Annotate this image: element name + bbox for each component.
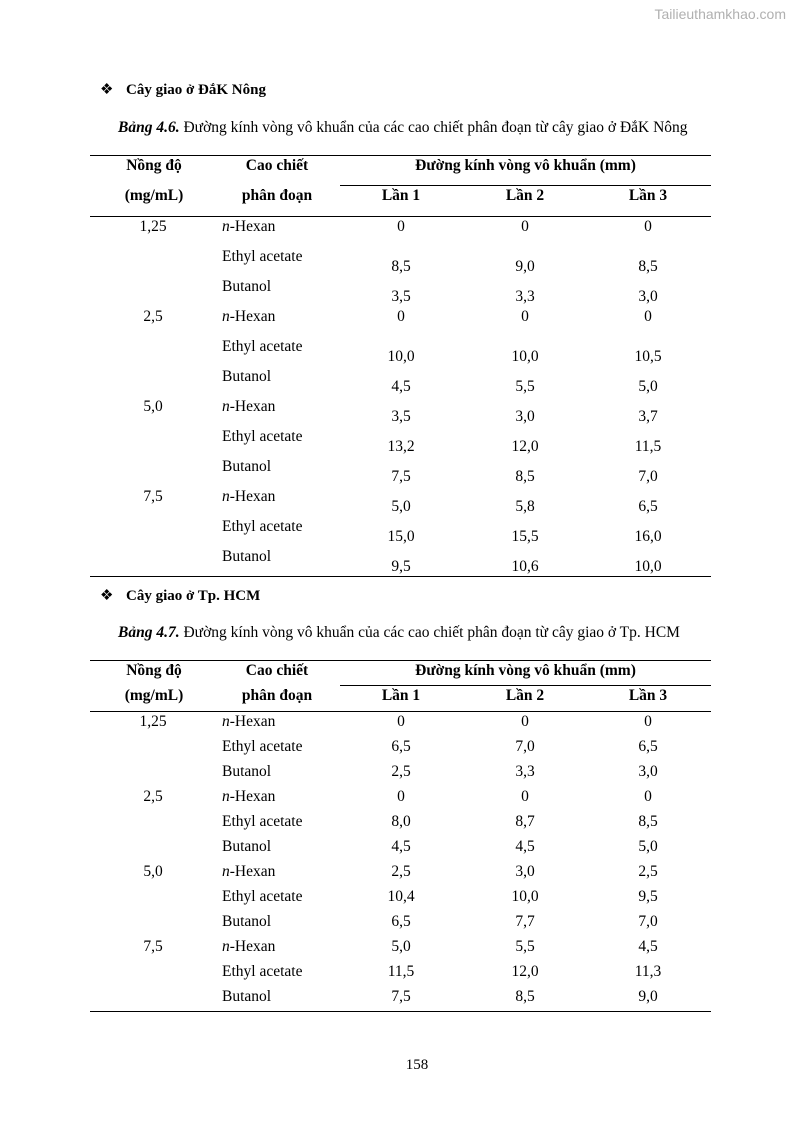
value-rep-3: 9,5 (638, 888, 658, 905)
fraction-prefix: n (222, 938, 230, 955)
header-rep-1: Lần 1 (381, 187, 421, 204)
fraction-cell (222, 788, 275, 806)
value-rep-2: 5,8 (515, 498, 535, 515)
value-rep-2: 12,0 (511, 963, 539, 980)
diamond-bullet-icon: ❖ (100, 588, 114, 604)
header-fraction-2: phân đoạn (241, 187, 313, 204)
value-rep-2: 5,5 (515, 938, 535, 955)
value-rep-1: 4,5 (391, 838, 411, 855)
value-rep-1: 2,5 (391, 763, 411, 780)
fraction-cell: Butanol (222, 988, 272, 1005)
value-rep-3: 0 (644, 788, 652, 805)
fraction-prefix: n (222, 398, 230, 415)
fraction-cell: Butanol (222, 548, 272, 565)
table-header-rule (90, 216, 711, 217)
fraction-prefix: n (222, 713, 230, 730)
table-caption-4-6: Bảng 4.6. Đường kính vòng vô khuẩn của các cao chiết phân đoạn từ cây giao ở ĐắK Nông (118, 119, 688, 136)
value-rep-3: 7,0 (638, 913, 658, 930)
fraction-label: -Hexan (229, 308, 276, 325)
value-rep-3: 10,5 (634, 348, 662, 365)
page-number: 158 (405, 1057, 429, 1073)
value-rep-2: 0 (521, 308, 529, 325)
value-rep-3: 3,0 (638, 763, 658, 780)
concentration-cell: 1,25 (139, 218, 167, 235)
value-rep-2: 9,0 (515, 258, 535, 275)
header-concentration: Nồng độ (126, 157, 182, 174)
value-rep-1: 11,5 (387, 963, 415, 980)
value-rep-3: 3,0 (638, 288, 658, 305)
concentration-cell: 7,5 (143, 488, 163, 505)
table-mid-rule (340, 185, 711, 186)
fraction-cell: Ethyl acetate (222, 888, 303, 905)
value-rep-1: 6,5 (391, 738, 411, 755)
value-rep-1: 3,5 (391, 288, 411, 305)
fraction-cell: Ethyl acetate (222, 813, 303, 830)
fraction-cell: Butanol (222, 368, 272, 385)
fraction-label: -Hexan (229, 218, 276, 235)
fraction-label: -Hexan (229, 398, 276, 415)
fraction-cell (222, 218, 275, 236)
value-rep-3: 7,0 (638, 468, 658, 485)
table-bottom-rule (90, 1011, 711, 1012)
value-rep-3: 5,0 (638, 378, 658, 395)
value-rep-2: 0 (521, 218, 529, 235)
value-rep-1: 5,0 (391, 498, 411, 515)
value-rep-1: 10,0 (387, 348, 415, 365)
value-rep-2: 12,0 (511, 438, 539, 455)
value-rep-3: 0 (644, 713, 652, 730)
header-rep-2: Lần 2 (505, 187, 545, 204)
value-rep-2: 8,7 (515, 813, 535, 830)
header-fraction-2: phân đoạn (241, 687, 313, 704)
fraction-cell: Ethyl acetate (222, 963, 303, 980)
value-rep-2: 3,0 (515, 408, 535, 425)
value-rep-1: 6,5 (391, 913, 411, 930)
header-rep-3: Lần 3 (628, 687, 668, 704)
value-rep-2: 3,0 (515, 863, 535, 880)
value-rep-1: 5,0 (391, 938, 411, 955)
value-rep-1: 7,5 (391, 468, 411, 485)
value-rep-2: 0 (521, 713, 529, 730)
fraction-cell: Ethyl acetate (222, 518, 303, 535)
header-diameter: Đường kính vòng vô khuẩn (mm) (415, 662, 636, 679)
value-rep-3: 2,5 (638, 863, 658, 880)
fraction-label: -Hexan (229, 713, 276, 730)
fraction-cell (222, 938, 275, 956)
fraction-prefix: n (222, 218, 230, 235)
table-top-rule (90, 660, 711, 661)
value-rep-3: 11,3 (634, 963, 662, 980)
fraction-cell: Butanol (222, 838, 272, 855)
header-concentration-unit: (mg/mL) (124, 187, 184, 204)
value-rep-2: 15,5 (511, 528, 539, 545)
value-rep-1: 4,5 (391, 378, 411, 395)
header-concentration: Nồng độ (126, 662, 182, 679)
value-rep-1: 2,5 (391, 863, 411, 880)
section-heading-hcm: ❖ Cây giao ở Tp. HCM (100, 588, 261, 604)
fraction-cell (222, 863, 275, 881)
fraction-prefix: n (222, 788, 230, 805)
fraction-label: -Hexan (229, 488, 276, 505)
watermark: Tailieuthamkhao.com (654, 6, 786, 22)
header-rep-2: Lần 2 (505, 687, 545, 704)
value-rep-2: 7,7 (515, 913, 535, 930)
value-rep-2: 3,3 (515, 763, 535, 780)
header-fraction: Cao chiết (245, 157, 309, 174)
value-rep-1: 0 (397, 218, 405, 235)
table-header-rule (90, 711, 711, 712)
value-rep-1: 0 (397, 308, 405, 325)
header-rep-1: Lần 1 (381, 687, 421, 704)
fraction-cell: Butanol (222, 763, 272, 780)
fraction-prefix: n (222, 863, 230, 880)
value-rep-3: 10,0 (634, 558, 662, 575)
value-rep-3: 8,5 (638, 813, 658, 830)
value-rep-1: 3,5 (391, 408, 411, 425)
value-rep-2: 7,0 (515, 738, 535, 755)
table-mid-rule (340, 685, 711, 686)
value-rep-2: 3,3 (515, 288, 535, 305)
fraction-prefix: n (222, 488, 230, 505)
fraction-cell: Ethyl acetate (222, 738, 303, 755)
concentration-cell: 2,5 (143, 788, 163, 805)
fraction-cell: Ethyl acetate (222, 428, 303, 445)
fraction-label: -Hexan (229, 863, 276, 880)
fraction-cell: Ethyl acetate (222, 338, 303, 355)
value-rep-3: 6,5 (638, 738, 658, 755)
value-rep-2: 4,5 (515, 838, 535, 855)
value-rep-3: 16,0 (634, 528, 662, 545)
fraction-cell: Ethyl acetate (222, 248, 303, 265)
value-rep-3: 9,0 (638, 988, 658, 1005)
value-rep-1: 8,5 (391, 258, 411, 275)
value-rep-2: 5,5 (515, 378, 535, 395)
value-rep-1: 8,0 (391, 813, 411, 830)
value-rep-1: 0 (397, 713, 405, 730)
fraction-cell: Butanol (222, 278, 272, 295)
header-concentration-unit: (mg/mL) (124, 687, 184, 704)
diamond-bullet-icon: ❖ (100, 82, 114, 98)
value-rep-2: 10,0 (511, 888, 539, 905)
value-rep-3: 0 (644, 218, 652, 235)
concentration-cell: 7,5 (143, 938, 163, 955)
value-rep-1: 9,5 (391, 558, 411, 575)
value-rep-1: 10,4 (387, 888, 415, 905)
fraction-cell (222, 488, 275, 506)
value-rep-3: 8,5 (638, 258, 658, 275)
value-rep-2: 8,5 (515, 988, 535, 1005)
table-caption-4-7: Bảng 4.7. Đường kính vòng vô khuẩn của các cao chiết phân đoạn từ cây giao ở Tp. HCM (118, 624, 680, 641)
concentration-cell: 5,0 (143, 398, 163, 415)
section-heading-daknong: ❖ Cây giao ở ĐắK Nông (100, 82, 266, 98)
value-rep-1: 0 (397, 788, 405, 805)
value-rep-3: 0 (644, 308, 652, 325)
fraction-cell (222, 308, 275, 326)
concentration-cell: 1,25 (139, 713, 167, 730)
concentration-cell: 5,0 (143, 863, 163, 880)
header-diameter: Đường kính vòng vô khuẩn (mm) (415, 157, 636, 174)
header-rep-3: Lần 3 (628, 187, 668, 204)
value-rep-2: 0 (521, 788, 529, 805)
fraction-cell: Butanol (222, 458, 272, 475)
fraction-label: -Hexan (229, 938, 276, 955)
concentration-cell: 2,5 (143, 308, 163, 325)
value-rep-3: 6,5 (638, 498, 658, 515)
fraction-cell (222, 713, 275, 731)
header-fraction: Cao chiết (245, 662, 309, 679)
value-rep-2: 10,6 (511, 558, 539, 575)
value-rep-3: 3,7 (638, 408, 658, 425)
value-rep-2: 8,5 (515, 468, 535, 485)
fraction-label: -Hexan (229, 788, 276, 805)
value-rep-1: 7,5 (391, 988, 411, 1005)
value-rep-2: 10,0 (511, 348, 539, 365)
value-rep-3: 11,5 (634, 438, 662, 455)
fraction-cell: Butanol (222, 913, 272, 930)
fraction-cell (222, 398, 275, 416)
table-bottom-rule (90, 576, 711, 577)
table-top-rule (90, 155, 711, 156)
fraction-prefix: n (222, 308, 230, 325)
value-rep-1: 13,2 (387, 438, 415, 455)
value-rep-3: 4,5 (638, 938, 658, 955)
value-rep-1: 15,0 (387, 528, 415, 545)
value-rep-3: 5,0 (638, 838, 658, 855)
